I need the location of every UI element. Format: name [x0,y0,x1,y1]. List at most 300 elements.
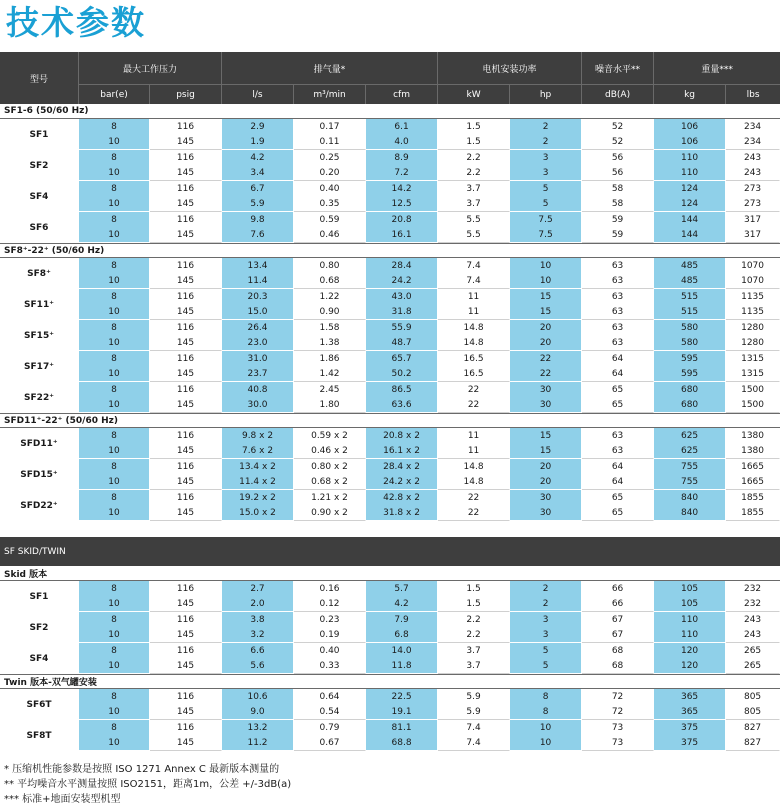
table-cell: 0.11 [294,135,366,151]
table-cell: 485 [654,274,726,290]
table-cell: 4.2 [222,150,294,166]
table-cell: 8 [510,689,582,705]
table-cell: 1855 [726,490,780,506]
table-row [0,382,780,398]
table-cell: 1.22 [294,289,366,305]
table-cell: 22 [510,351,582,367]
table-cell: 10 [510,736,582,752]
table-cell: 15 [510,444,582,460]
table-cell: 22 [438,398,510,414]
table-cell: 145 [150,597,222,613]
table-cell: 116 [150,181,222,197]
table-cell: 8 [79,382,150,398]
table-cell: 5.7 [366,581,438,597]
table-cell: 145 [150,628,222,644]
section-row [0,243,780,258]
table-cell: 31.0 [222,351,294,367]
table-cell: 145 [150,398,222,414]
table-cell: 10 [79,705,150,721]
table-cell: 5.6 [222,659,294,675]
table-cell: 116 [150,612,222,628]
table-cell: 65 [582,506,654,522]
table-cell: 6.8 [366,628,438,644]
table-cell: 1.9 [222,135,294,151]
model-name: SF2 [0,612,79,643]
table-cell: 116 [150,320,222,336]
table-cell: 67 [582,612,654,628]
table-row [0,506,780,522]
table-cell: 145 [150,444,222,460]
table-cell: 145 [150,506,222,522]
table-cell: 22.5 [366,689,438,705]
table-cell: 145 [150,166,222,182]
model-name: SF6 [0,212,79,243]
section-row [0,413,780,428]
unit-header-row [0,84,780,104]
table-cell: 1500 [726,398,780,414]
table-cell: 30 [510,506,582,522]
table-cell: 10 [79,367,150,383]
table-row [0,258,780,274]
footnote: * 压缩机性能参数是按照 ISO 1271 Annex C 最新版本测量的 [4,764,280,775]
table-cell: 10 [79,135,150,151]
table-cell: 3.8 [222,612,294,628]
table-cell: 13.2 [222,720,294,736]
spacer-cell [0,521,780,537]
table-cell: 15 [510,289,582,305]
table-cell: 1665 [726,459,780,475]
table-row [0,459,780,475]
table-cell: 40.8 [222,382,294,398]
table-cell: 15 [510,428,582,444]
table-cell: 0.17 [294,119,366,135]
table-cell: 1280 [726,336,780,352]
table-cell: 145 [150,305,222,321]
table-cell: 0.90 [294,305,366,321]
table-cell: 680 [654,382,726,398]
table-cell: 43.0 [366,289,438,305]
table-cell: 265 [726,659,780,675]
table-cell: 1070 [726,258,780,274]
table-cell: 265 [726,643,780,659]
table-cell: 63 [582,428,654,444]
table-cell: 63 [582,289,654,305]
table-cell: 65 [582,382,654,398]
table-cell: 10 [79,197,150,213]
table-cell: 66 [582,597,654,613]
table-cell: 1135 [726,305,780,321]
table-cell: 243 [726,612,780,628]
page-title: 技术参数 [6,3,146,42]
table-cell: 12.5 [366,197,438,213]
table-cell: 31.8 x 2 [366,506,438,522]
table-cell: 145 [150,705,222,721]
table-cell: 63 [582,444,654,460]
table-cell: 10 [79,305,150,321]
table-cell: 7.4 [438,736,510,752]
footnotes [4,762,291,807]
model-name: SF11⁺ [0,289,79,320]
table-cell: 7.5 [510,228,582,244]
table-cell: 2.2 [438,150,510,166]
table-cell: 827 [726,720,780,736]
table-cell: 515 [654,289,726,305]
table-cell: 3.7 [438,659,510,675]
table-cell: 11 [438,428,510,444]
table-cell: 28.4 [366,258,438,274]
table-row [0,336,780,352]
table-cell: 110 [654,150,726,166]
table-cell: 52 [582,135,654,151]
model-name: SF1 [0,119,79,150]
table-cell: 1280 [726,320,780,336]
table-cell: 8 [79,119,150,135]
table-cell: 11 [438,444,510,460]
table-row [0,705,780,721]
table-cell: 19.1 [366,705,438,721]
table-cell: 24.2 x 2 [366,475,438,491]
table-row [0,597,780,613]
table-cell: 63 [582,258,654,274]
table-cell: 0.46 x 2 [294,444,366,460]
table-cell: 8 [79,351,150,367]
pressure-header: 最大工作压力 [79,52,222,84]
table-row [0,628,780,644]
table-cell: 234 [726,135,780,151]
model-name: SFD15⁺ [0,459,79,490]
table-cell: 317 [726,212,780,228]
table-cell: 7.4 [438,258,510,274]
table-cell: 7.6 x 2 [222,444,294,460]
table-cell: 7.5 [510,212,582,228]
table-row [0,320,780,336]
table-cell: 15.0 x 2 [222,506,294,522]
table-cell: 116 [150,212,222,228]
table-cell: 120 [654,659,726,675]
table-cell: 5.9 [222,197,294,213]
table-cell: 22 [438,490,510,506]
table-cell: 515 [654,305,726,321]
table-cell: 11.4 [222,274,294,290]
table-cell: 1380 [726,428,780,444]
model-name: SF6T [0,689,79,720]
table-row [0,720,780,736]
unit-header: m³/min [294,84,366,104]
table-row [0,659,780,675]
table-cell: 15 [510,305,582,321]
table-cell: 1.42 [294,367,366,383]
table-cell: 30.0 [222,398,294,414]
model-name: SF2 [0,150,79,181]
table-cell: 5 [510,659,582,675]
table-cell: 1.5 [438,581,510,597]
model-name: SF1 [0,581,79,612]
unit-header: psig [150,84,222,104]
table-cell: 10.6 [222,689,294,705]
table-cell: 64 [582,351,654,367]
table-cell: 755 [654,459,726,475]
table-cell: 2 [510,135,582,151]
table-cell: 116 [150,581,222,597]
table-cell: 116 [150,643,222,659]
table-cell: 1380 [726,444,780,460]
section-label: SF8⁺-22⁺ (50/60 Hz) [0,243,780,258]
table-cell: 1.58 [294,320,366,336]
table-cell: 22 [438,382,510,398]
model-name: SFD22⁺ [0,490,79,521]
section-label: SF1-6 (50/60 Hz) [0,104,780,119]
table-cell: 13.4 x 2 [222,459,294,475]
table-cell: 0.80 x 2 [294,459,366,475]
table-cell: 8 [79,459,150,475]
table-cell: 365 [654,705,726,721]
footnote: ** 平均噪音水平测量按照 ISO2151，距离1m，公差 +/-3dB(a) [4,779,292,790]
table-cell: 8 [79,612,150,628]
table-cell: 375 [654,720,726,736]
table-cell: 805 [726,689,780,705]
table-cell: 8 [79,720,150,736]
table-cell: 116 [150,490,222,506]
table-cell: 110 [654,166,726,182]
table-cell: 3.7 [438,643,510,659]
table-cell: 52 [582,119,654,135]
table-cell: 2 [510,597,582,613]
table-cell: 10 [510,720,582,736]
table-cell: 0.12 [294,597,366,613]
table-cell: 14.8 [438,475,510,491]
table-row [0,490,780,506]
table-cell: 145 [150,659,222,675]
table-cell: 2 [510,119,582,135]
table-cell: 10 [79,166,150,182]
table-cell: 827 [726,736,780,752]
table-cell: 625 [654,428,726,444]
table-cell: 106 [654,119,726,135]
table-cell: 73 [582,720,654,736]
table-row [0,367,780,383]
table-cell: 64 [582,367,654,383]
table-cell: 11.2 [222,736,294,752]
table-cell: 144 [654,212,726,228]
table-cell: 56 [582,150,654,166]
table-cell: 63 [582,320,654,336]
model-header: 型号 [0,52,79,104]
table-cell: 232 [726,581,780,597]
table-cell: 9.0 [222,705,294,721]
table-cell: 116 [150,351,222,367]
table-cell: 4.2 [366,597,438,613]
table-row [0,398,780,414]
table-cell: 16.1 x 2 [366,444,438,460]
table-cell: 20 [510,336,582,352]
table-cell: 116 [150,258,222,274]
table-cell: 56 [582,166,654,182]
table-cell: 4.0 [366,135,438,151]
table-cell: 5 [510,197,582,213]
table-cell: 375 [654,736,726,752]
table-cell: 580 [654,320,726,336]
table-cell: 6.1 [366,119,438,135]
table-row [0,736,780,752]
unit-header: kg [654,84,726,104]
table-cell: 63 [582,336,654,352]
table-cell: 595 [654,351,726,367]
table-cell: 145 [150,367,222,383]
table-cell: 0.67 [294,736,366,752]
table-cell: 68 [582,643,654,659]
table-row [0,228,780,244]
table-cell: 1135 [726,289,780,305]
table-cell: 10 [79,444,150,460]
table-cell: 10 [79,597,150,613]
table-cell: 8.9 [366,150,438,166]
table-cell: 243 [726,166,780,182]
table-cell: 110 [654,612,726,628]
table-cell: 68 [582,659,654,675]
table-cell: 10 [79,506,150,522]
table-cell: 1315 [726,351,780,367]
table-row [0,305,780,321]
table-cell: 0.68 x 2 [294,475,366,491]
table-cell: 124 [654,181,726,197]
table-cell: 16.1 [366,228,438,244]
table-cell: 2.7 [222,581,294,597]
table-cell: 1315 [726,367,780,383]
model-name: SFD11⁺ [0,428,79,459]
table-cell: 365 [654,689,726,705]
table-cell: 105 [654,597,726,613]
table-cell: 31.8 [366,305,438,321]
table-cell: 68.8 [366,736,438,752]
table-cell: 5.9 [438,705,510,721]
table-cell: 14.8 [438,320,510,336]
table-cell: 8 [79,689,150,705]
table-cell: 0.54 [294,705,366,721]
section-row [0,104,780,119]
table-cell: 10 [79,736,150,752]
table-cell: 10 [510,258,582,274]
table-cell: 50.2 [366,367,438,383]
table-row [0,289,780,305]
table-cell: 28.4 x 2 [366,459,438,475]
model-name: SF4 [0,181,79,212]
table-cell: 2.2 [438,166,510,182]
table-cell: 243 [726,150,780,166]
table-cell: 26.4 [222,320,294,336]
table-cell: 3.7 [438,181,510,197]
table-cell: 65 [582,398,654,414]
table-cell: 0.19 [294,628,366,644]
table-row [0,181,780,197]
table-cell: 10 [79,274,150,290]
skid-twin-band [0,537,780,566]
model-name: SF8T [0,720,79,751]
unit-header: kW [438,84,510,104]
table-cell: 13.4 [222,258,294,274]
table-cell: 10 [79,628,150,644]
model-name: SF22⁺ [0,382,79,413]
table-cell: 3 [510,150,582,166]
table-cell: 755 [654,475,726,491]
table-row [0,689,780,705]
table-cell: 42.8 x 2 [366,490,438,506]
table-cell: 5 [510,643,582,659]
table-cell: 0.35 [294,197,366,213]
table-body [0,104,780,751]
table-cell: 595 [654,367,726,383]
table-cell: 7.4 [438,274,510,290]
table-cell: 0.90 x 2 [294,506,366,522]
model-name: SF17⁺ [0,351,79,382]
table-cell: 2.9 [222,119,294,135]
table-cell: 145 [150,336,222,352]
unit-header: cfm [366,84,438,104]
table-cell: 106 [654,135,726,151]
table-row [0,274,780,290]
table-cell: 273 [726,197,780,213]
table-row [0,166,780,182]
table-cell: 116 [150,428,222,444]
table-cell: 0.59 x 2 [294,428,366,444]
table-cell: 20 [510,320,582,336]
table-cell: 64 [582,475,654,491]
table-cell: 58 [582,197,654,213]
table-cell: 680 [654,398,726,414]
table-cell: 8 [79,428,150,444]
table-row [0,581,780,597]
table-cell: 7.9 [366,612,438,628]
section-label: SFD11⁺-22⁺ (50/60 Hz) [0,413,780,428]
table-cell: 145 [150,135,222,151]
table-cell: 10 [79,659,150,675]
table-cell: 6.7 [222,181,294,197]
table-row [0,150,780,166]
table-cell: 0.46 [294,228,366,244]
table-cell: 1.5 [438,119,510,135]
table-cell: 485 [654,258,726,274]
table-cell: 8 [79,212,150,228]
table-cell: 55.9 [366,320,438,336]
table-cell: 10 [79,336,150,352]
table-cell: 19.2 x 2 [222,490,294,506]
table-cell: 81.1 [366,720,438,736]
table-cell: 7.4 [438,720,510,736]
section-row [0,674,780,689]
table-cell: 116 [150,382,222,398]
weight-header: 重量*** [654,52,780,84]
model-name: SF8⁺ [0,258,79,289]
band-label: SF SKID/TWIN [0,537,780,566]
table-cell: 10 [79,398,150,414]
table-cell: 0.80 [294,258,366,274]
table-cell: 3 [510,166,582,182]
table-cell: 59 [582,212,654,228]
table-cell: 67 [582,628,654,644]
table-cell: 59 [582,228,654,244]
table-cell: 840 [654,506,726,522]
table-cell: 11 [438,305,510,321]
table-cell: 840 [654,490,726,506]
table-cell: 116 [150,720,222,736]
table-cell: 22 [438,506,510,522]
table-cell: 73 [582,736,654,752]
table-cell: 14.8 [438,459,510,475]
table-cell: 8 [79,581,150,597]
table-cell: 1855 [726,506,780,522]
table-cell: 234 [726,119,780,135]
table-cell: 1665 [726,475,780,491]
table-cell: 10 [510,274,582,290]
